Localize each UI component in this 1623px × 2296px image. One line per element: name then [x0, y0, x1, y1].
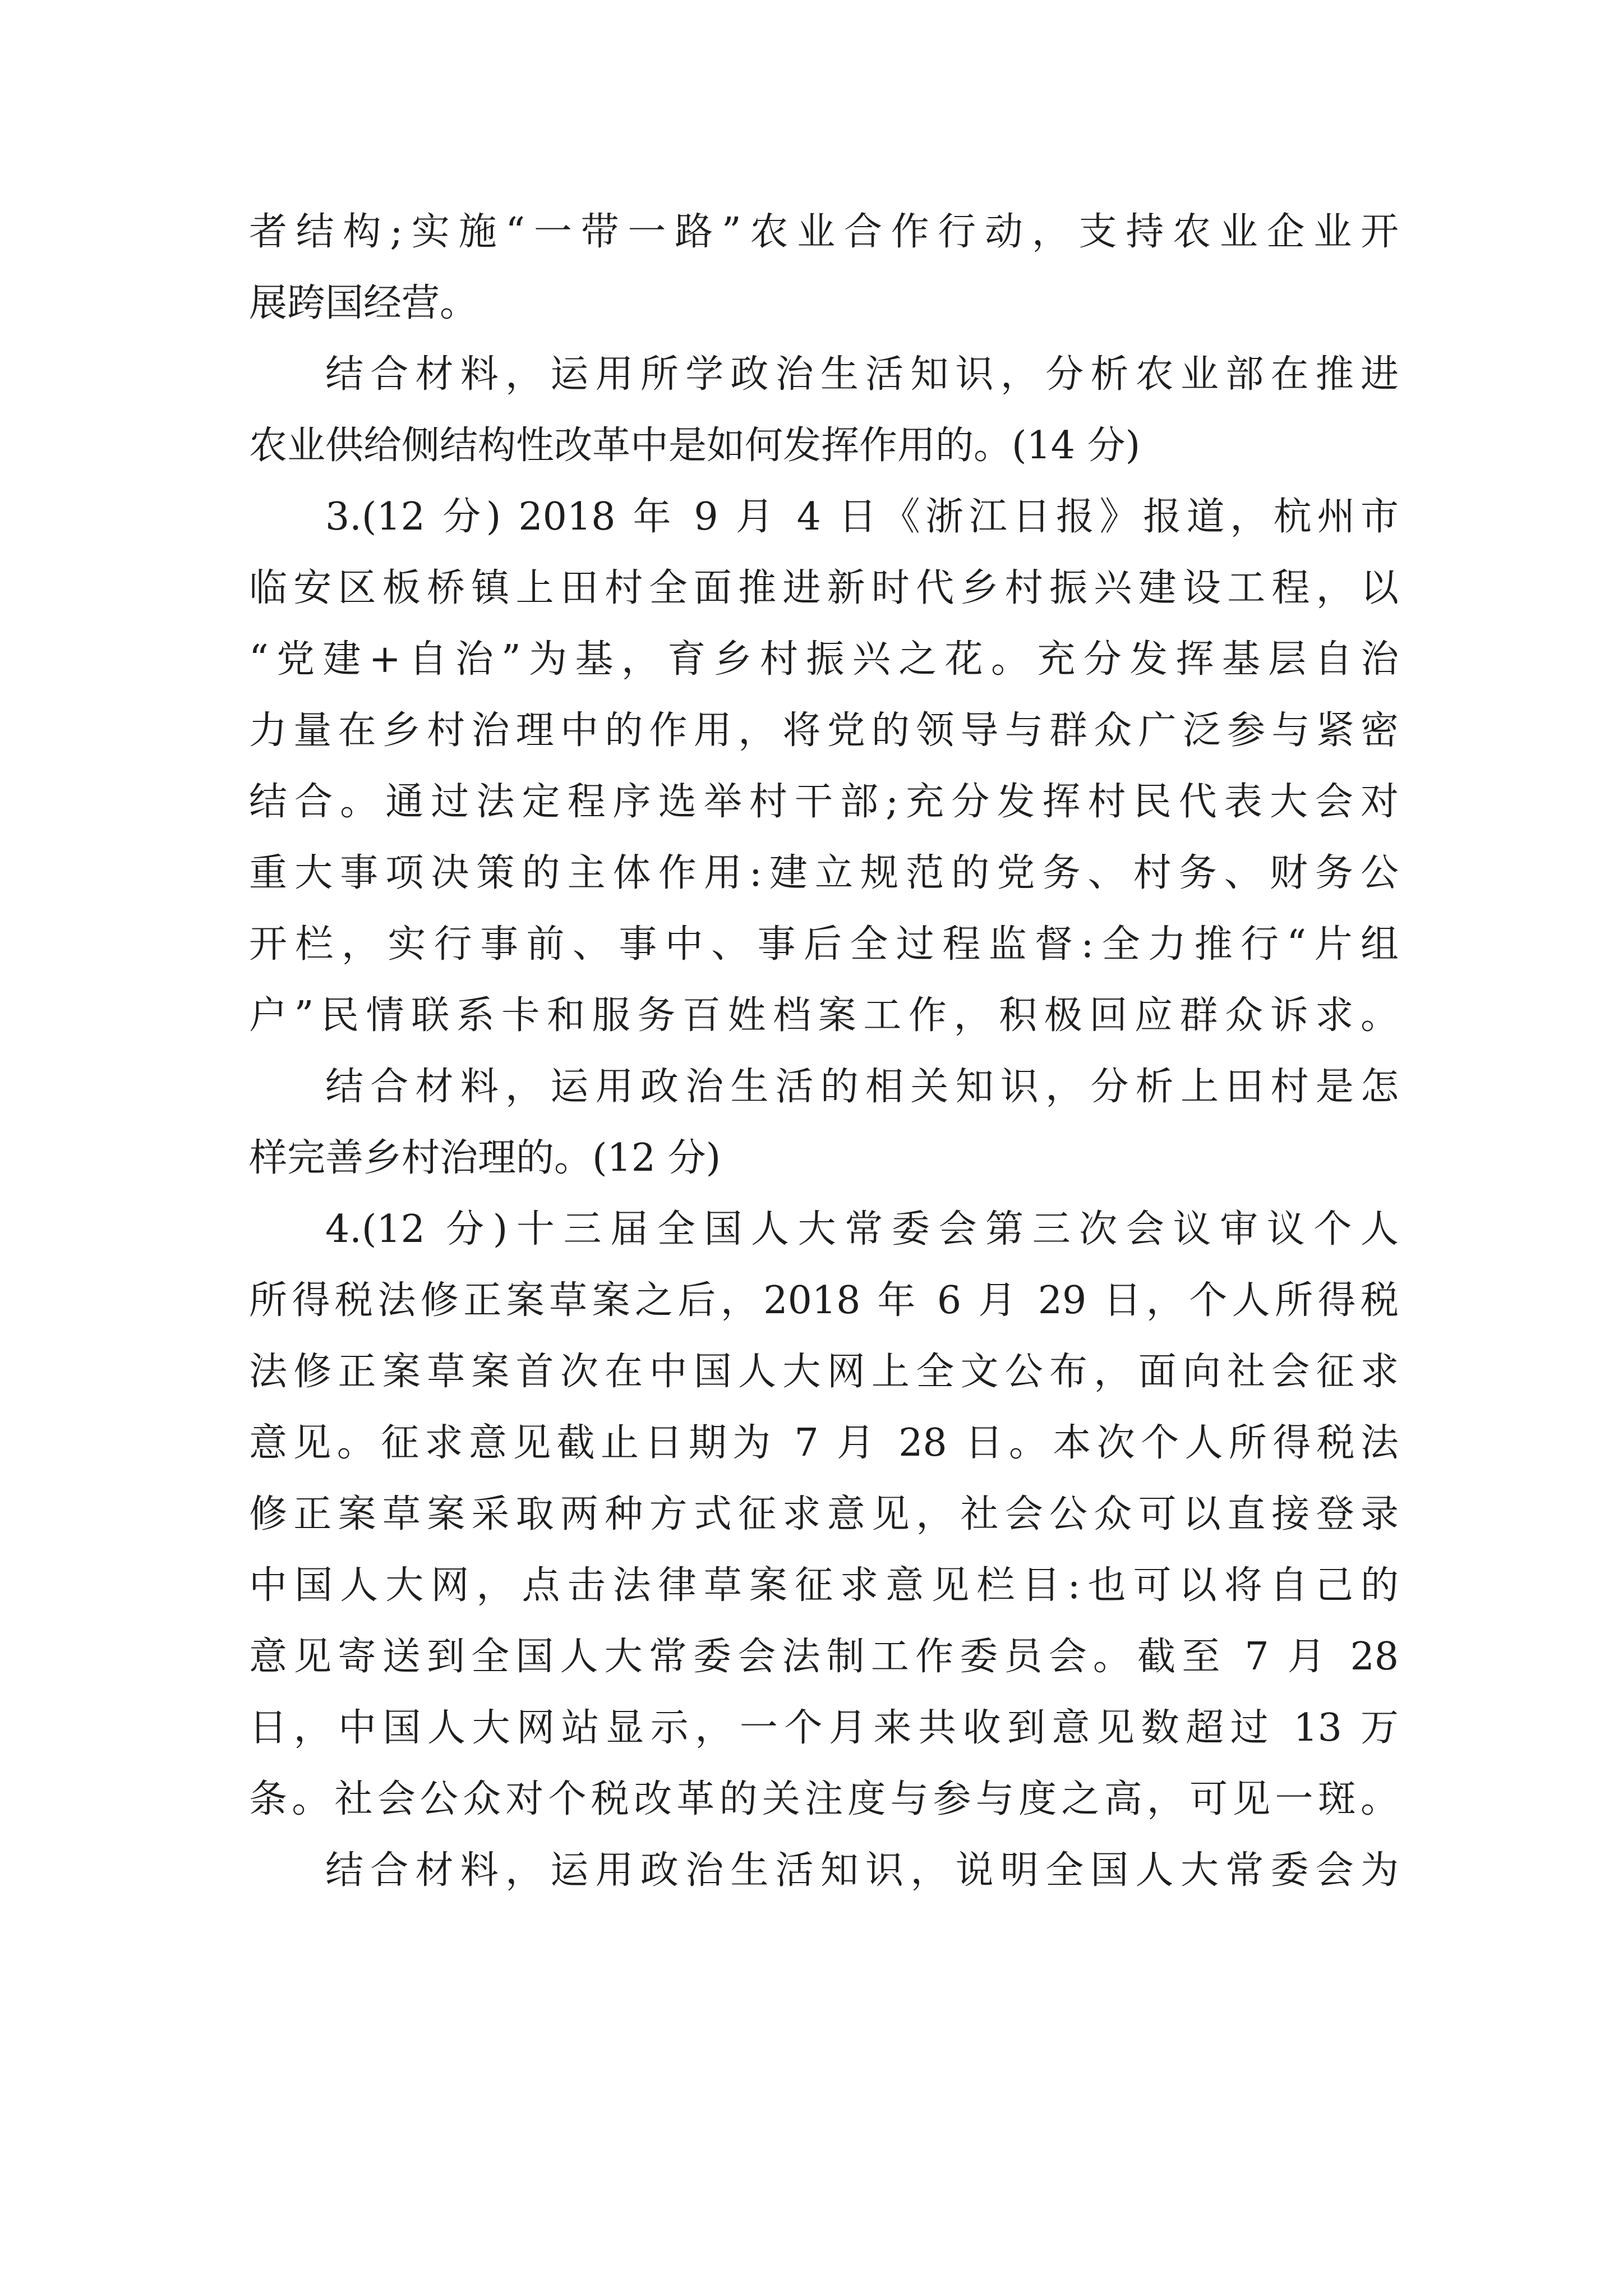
text-line: 3.(12 分) 2018 年 9 月 4 日《浙江日报》报道，杭州市: [325, 495, 1399, 539]
text-line: 意见寄送到全国人大常委会法制工作委员会。截至 7 月 28: [249, 1635, 1399, 1679]
text-line: 4.(12 分)十三届全国人大常委会第三次会议审议个人: [325, 1207, 1399, 1251]
text-line: 结合。通过法定程序选举村干部;充分发挥村民代表大会对: [249, 780, 1399, 824]
text-line: 农业供给侧结构性改革中是如何发挥作用的。(14 分): [249, 424, 1141, 468]
text-line: 法修正案草案首次在中国人大网上全文公布，面向社会征求: [249, 1350, 1399, 1394]
text-line: 条。社会公众对个税改革的关注度与参与度之高，可见一斑。: [249, 1777, 1399, 1821]
text-line: 中国人大网，点击法律草案征求意见栏目:也可以将自己的: [249, 1563, 1399, 1608]
text-line: 结合材料，运用政治生活知识，说明全国人大常委会为: [325, 1848, 1399, 1893]
text-line: 结合材料，运用所学政治生活知识，分析农业部在推进: [325, 352, 1399, 397]
text-line: 临安区板桥镇上田村全面推进新时代乡村振兴建设工程，以: [249, 566, 1399, 610]
text-line: 展跨国经营。: [249, 281, 478, 325]
text-line: “党建+自治”为基，育乡村振兴之花。充分发挥基层自治: [249, 637, 1399, 682]
text-line: 意见。征求意见截止日期为 7 月 28 日。本次个人所得税法: [249, 1421, 1399, 1465]
text-line: 日，中国人大网站显示，一个月来共收到意见数超过 13 万: [249, 1706, 1399, 1750]
text-line: 结合材料，运用政治生活的相关知识，分析上田村是怎: [325, 1065, 1399, 1109]
document-body: [249, 196, 1399, 1906]
text-line: 所得税法修正案草案之后，2018 年 6 月 29 日，个人所得税: [249, 1278, 1399, 1323]
text-line: 开栏，实行事前、事中、事后全过程监督:全力推行“片组: [249, 922, 1399, 967]
text-line: 者结构;实施“一带一路”农业合作行动，支持农业企业开: [249, 210, 1399, 254]
text-line: 力量在乡村治理中的作用，将党的领导与群众广泛参与紧密: [249, 708, 1399, 753]
text-line: 户”民情联系卡和服务百姓档案工作，积极回应群众诉求。: [249, 993, 1399, 1038]
text-line: 修正案草案采取两种方式征求意见，社会公众可以直接登录: [249, 1492, 1399, 1536]
text-line: 样完善乡村治理的。(12 分): [249, 1136, 721, 1180]
text-line: 重大事项决策的主体作用:建立规范的党务、村务、财务公: [249, 851, 1399, 895]
